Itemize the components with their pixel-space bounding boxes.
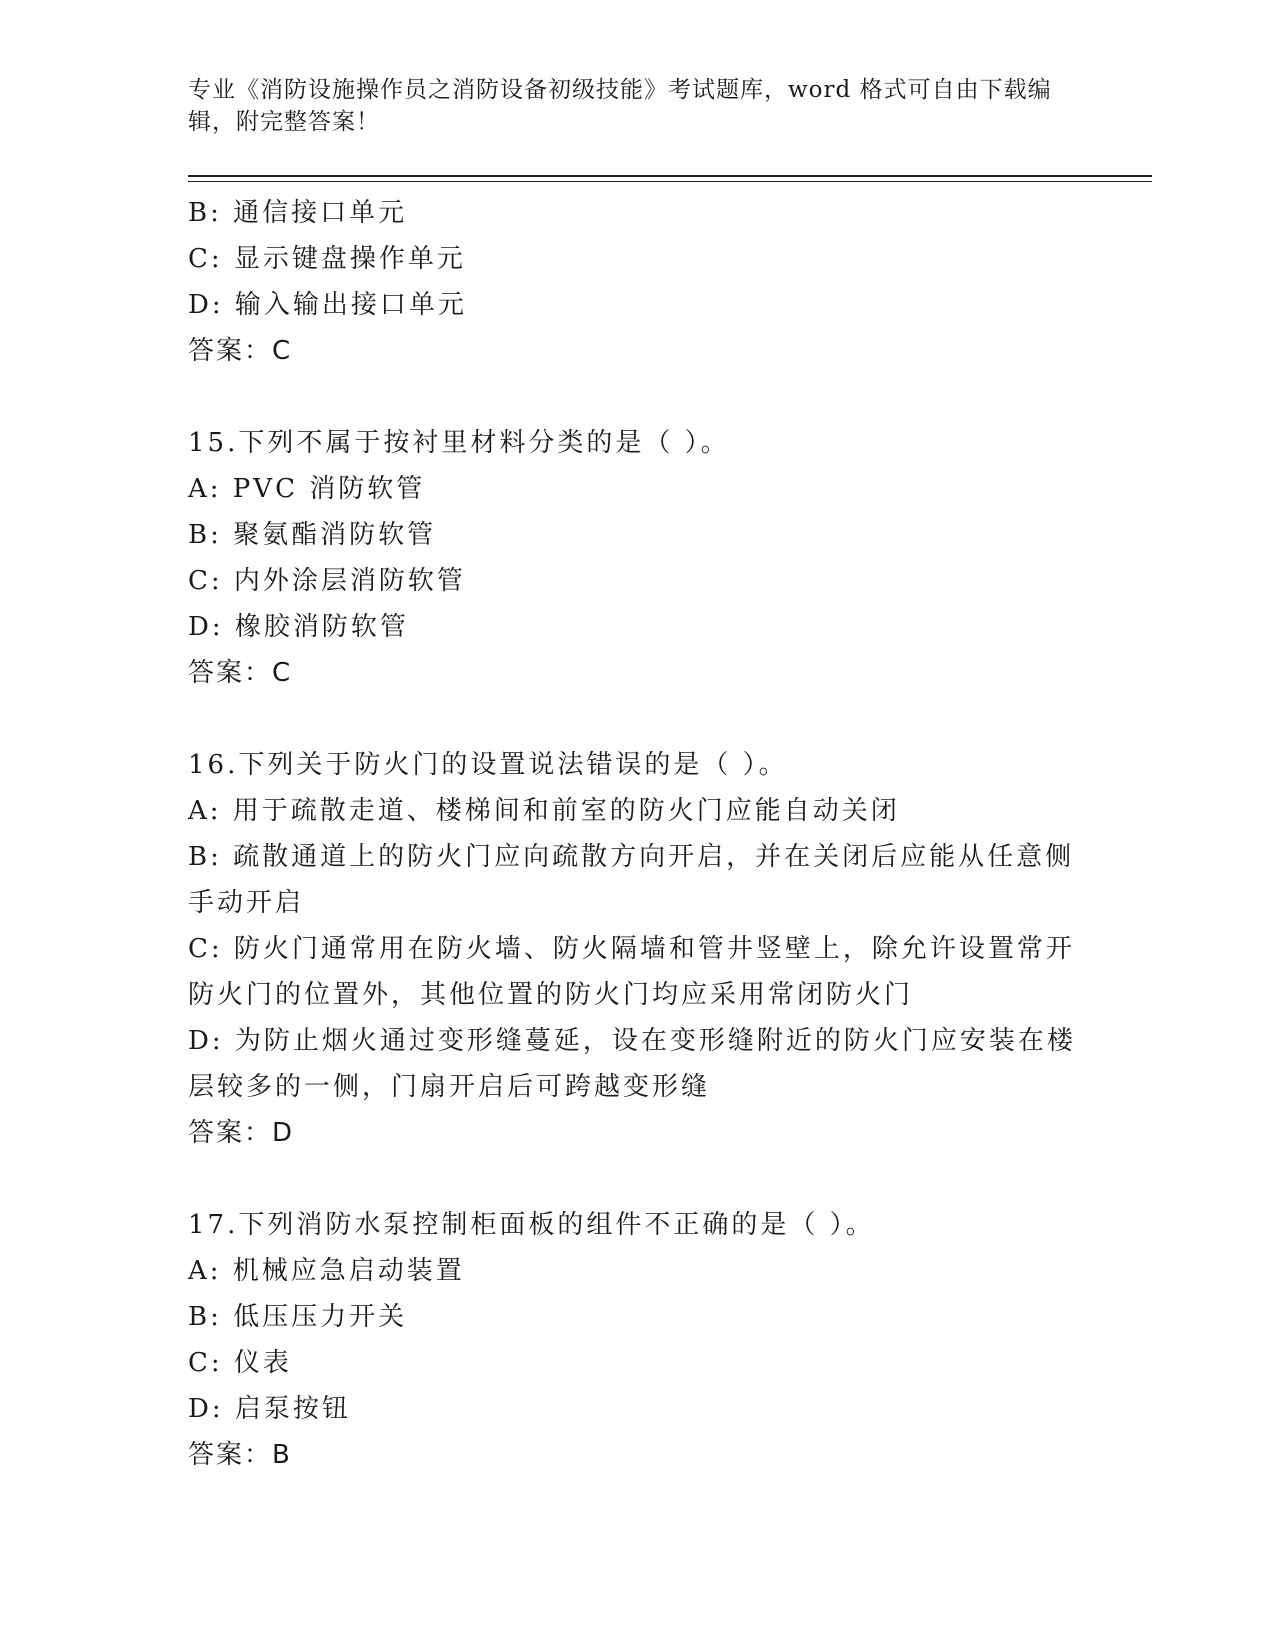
question-stem: 17.下列消防水泵控制柜面板的组件不正确的是（ ）。	[188, 1210, 875, 1240]
question-block-15	[188, 420, 1088, 696]
option-b: B: 疏散通道上的防火门应向疏散方向开启，并在关闭后应能从任意侧手动开启	[188, 842, 1075, 918]
header-divider-thin	[188, 181, 1152, 182]
option-d: D: 为防止烟火通过变形缝蔓延，设在变形缝附近的防火门应安装在楼层较多的一侧，门扇开启后可跨越变形缝	[188, 1026, 1076, 1102]
question-stem: 16.下列关于防火门的设置说法错误的是（ ）。	[188, 750, 788, 780]
option-c: C: 防火门通常用在防火墙、防火隔墙和管井竖壁上，除允许设置常开防火门的位置外，其他位置的防火门均应采用常闭防火门	[188, 934, 1075, 1010]
question-stem: 15.下列不属于按衬里材料分类的是（ ）。	[188, 428, 730, 458]
option-a: A: PVC 消防软管	[188, 474, 426, 504]
answer-text: 答案：C	[188, 336, 293, 366]
answer-text: 答案：C	[188, 658, 293, 688]
option-b: B: 聚氨酯消防软管	[188, 520, 437, 550]
answer-text: 答案：D	[188, 1118, 295, 1148]
option-d: D: 输入输出接口单元	[188, 290, 467, 320]
spacer	[188, 696, 1088, 742]
option-c: C: 仪表	[188, 1348, 292, 1378]
question-list	[188, 190, 1088, 1478]
header-divider	[188, 175, 1152, 177]
answer-text: 答案：B	[188, 1440, 292, 1470]
option-c: C: 显示键盘操作单元	[188, 244, 466, 274]
question-block-14	[188, 190, 1088, 374]
question-block-16	[188, 742, 1088, 1156]
option-d: D: 启泵按钮	[188, 1394, 351, 1424]
option-a: A: 用于疏散走道、楼梯间和前室的防火门应能自动关闭	[188, 796, 900, 826]
option-d: D: 橡胶消防软管	[188, 612, 409, 642]
option-a: A: 机械应急启动装置	[188, 1256, 465, 1286]
option-b: B: 低压压力开关	[188, 1302, 408, 1332]
option-c: C: 内外涂层消防软管	[188, 566, 466, 596]
spacer	[188, 374, 1088, 420]
spacer	[188, 1156, 1088, 1202]
document-header: 专业《消防设施操作员之消防设备初级技能》考试题库，word 格式可自由下载编辑，附完整答案！	[188, 77, 1052, 135]
question-block-17	[188, 1202, 1088, 1478]
option-b: B: 通信接口单元	[188, 198, 408, 228]
